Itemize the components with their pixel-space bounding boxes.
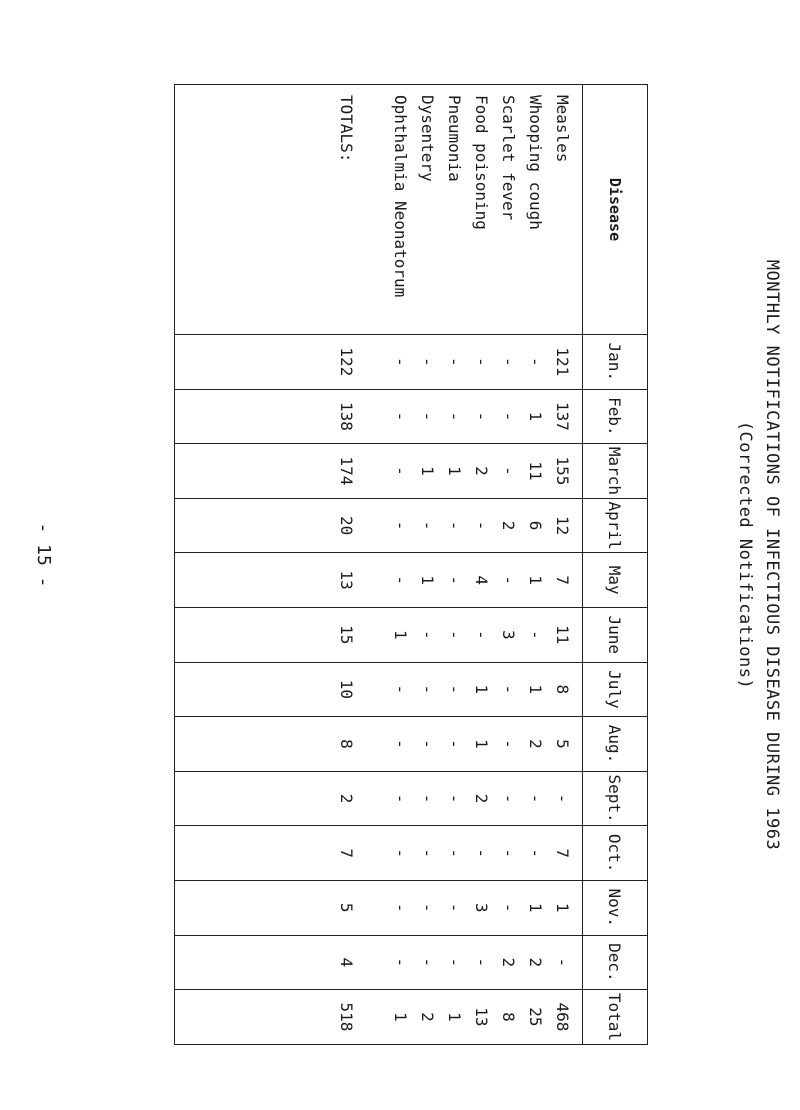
total-cell: 138 [337,401,356,431]
value-cell: - [445,957,464,968]
value-cell: 1 [553,902,572,913]
value-cell: - [553,793,572,804]
value-cell: - [391,957,410,968]
value-cell: - [391,356,410,367]
value-cell: 1 [391,629,410,640]
value-cell: - [472,411,491,422]
month-header: Sept. [583,771,648,826]
value-cell: 25 [526,1007,545,1027]
value-cell: 1 [445,466,464,476]
disease-name: Food poisoning [472,95,491,230]
value-cell: - [418,684,437,695]
value-cell: 8 [553,684,572,695]
value-cell: 2 [526,739,545,749]
value-cell: 7 [553,848,572,858]
value-cell: - [418,793,437,804]
value-cell: - [526,629,545,640]
month-column [175,880,583,935]
value-cell: - [418,411,437,422]
value-cell: - [499,902,518,913]
body-row [175,85,583,1045]
value-cell: 468 [553,1002,572,1032]
total-cell: 4 [337,957,356,968]
value-cell: - [445,520,464,531]
value-cell: - [499,739,518,749]
value-cell: - [445,411,464,422]
value-cell: 3 [499,629,518,640]
value-cell: - [472,848,491,858]
value-cell: 121 [553,347,572,377]
month-column [175,607,583,662]
total-cell: 518 [337,1002,356,1032]
month-column [175,444,583,499]
value-cell: - [499,466,518,476]
disease-name: Whooping cough [526,95,545,230]
value-cell: 11 [526,461,545,481]
value-cell: - [391,848,410,858]
value-cell: - [526,356,545,367]
totals-label: TOTALS: [337,95,356,163]
month-header: Aug. [583,717,648,772]
value-cell: - [391,739,410,749]
value-cell: - [391,466,410,476]
month-header: April [583,498,648,553]
disease-name: Pneumonia [445,95,464,182]
value-cell: - [499,848,518,858]
month-column [175,335,583,390]
month-header: May [583,553,648,608]
value-cell: 2 [472,466,491,476]
value-cell: 6 [526,520,545,531]
total-cell: 8 [337,739,356,749]
page-subtitle: (Corrected Notifications) [735,420,755,690]
value-cell: 13 [472,1007,491,1027]
value-cell: - [472,356,491,367]
total-cell: 13 [337,570,356,590]
value-cell: - [418,957,437,968]
total-cell: 122 [337,347,356,377]
value-cell: 1 [445,1012,464,1022]
page-title: MONTHLY NOTIFICATIONS OF INFECTIOUS DISEASE DURING 1963 [762,259,782,851]
value-cell: - [418,520,437,531]
total-header: Total [583,990,648,1045]
month-column [175,826,583,881]
total-cell: 174 [337,456,356,486]
total-cell: 10 [337,679,356,699]
disease-names-column [175,85,583,335]
month-header: Oct. [583,826,648,881]
month-column [175,717,583,772]
month-column [175,935,583,990]
header-row [583,85,648,1045]
value-cell: - [391,793,410,804]
value-cell: - [445,356,464,367]
value-cell: - [499,793,518,804]
value-cell: 1 [526,575,545,585]
value-cell: 1 [472,739,491,749]
value-cell: - [391,411,410,422]
month-header: July [583,662,648,717]
value-cell: - [526,793,545,804]
month-column [175,498,583,553]
month-column [175,553,583,608]
value-cell: 1 [472,684,491,695]
value-cell: - [391,902,410,913]
value-cell: - [445,848,464,858]
value-cell: - [445,793,464,804]
value-cell: 1 [391,1012,410,1022]
month-column [175,771,583,826]
value-cell: - [445,575,464,585]
value-cell: 1 [526,902,545,913]
value-cell: - [499,684,518,695]
disease-name: Measles [553,95,572,163]
value-cell: - [445,739,464,749]
value-cell: - [445,902,464,913]
value-cell: 1 [418,575,437,585]
disease-header: Disease [583,85,648,335]
value-cell: 12 [553,515,572,536]
value-cell: - [472,520,491,531]
value-cell: 2 [499,520,518,531]
month-header: Feb. [583,389,648,444]
value-cell: - [418,356,437,367]
value-cell: 11 [553,625,572,645]
disease-name: Ophthalmia Neonatorum [391,95,410,298]
month-header: Dec. [583,935,648,990]
total-cell: 7 [337,848,356,858]
value-cell: - [391,520,410,531]
value-cell: 1 [526,684,545,695]
value-cell: - [445,684,464,695]
disease-name: Dysentery [418,95,437,182]
value-cell: - [553,957,572,968]
value-cell: 2 [499,957,518,968]
total-cell: 5 [337,902,356,913]
value-cell: - [418,902,437,913]
value-cell: 8 [499,1012,518,1022]
value-cell: - [472,957,491,968]
value-cell: - [418,739,437,749]
value-cell: - [391,684,410,695]
value-cell: 2 [418,1012,437,1022]
value-cell: 4 [472,575,491,585]
notifications-table [174,84,648,1045]
value-cell: - [472,629,491,640]
value-cell: - [526,848,545,858]
total-cell: 15 [337,625,356,645]
page-number: - 15 - [33,522,54,588]
total-cell: 20 [337,515,356,536]
value-cell: 137 [553,401,572,431]
value-cell: - [445,629,464,640]
value-cell: - [418,848,437,858]
value-cell: 155 [553,456,572,486]
value-cell: 3 [472,902,491,913]
month-header: March [583,444,648,499]
value-cell: - [499,356,518,367]
month-column [175,662,583,717]
value-cell: - [391,575,410,585]
disease-name: Scarlet fever [499,95,518,221]
value-cell: 1 [526,411,545,422]
value-cell: 5 [553,739,572,749]
month-header: Jan. [583,335,648,390]
total-cell: 2 [337,793,356,804]
value-cell: 2 [526,957,545,968]
value-cell: - [499,411,518,422]
month-column [175,389,583,444]
value-cell: 7 [553,575,572,585]
total-column [175,990,583,1045]
value-cell: - [418,629,437,640]
value-cell: 2 [472,793,491,804]
month-header: Nov. [583,880,648,935]
value-cell: 1 [418,466,437,476]
value-cell: - [499,575,518,585]
month-header: June [583,607,648,662]
